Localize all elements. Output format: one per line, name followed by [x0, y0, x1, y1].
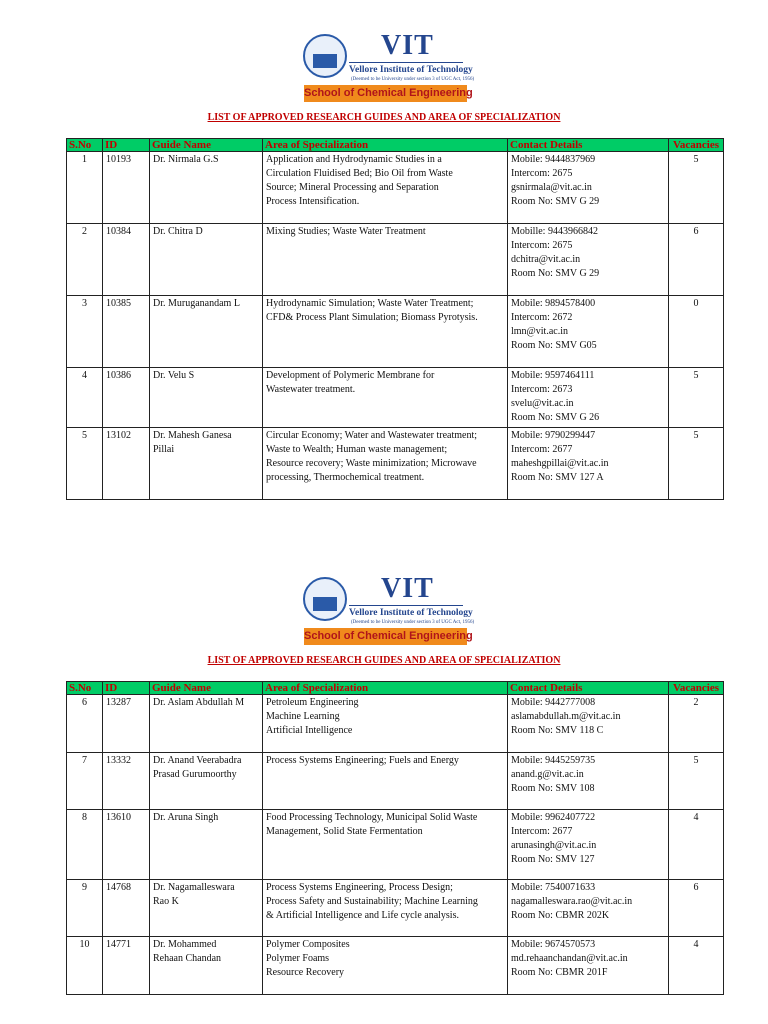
- cell-contact: Mobille: 9443966842 Intercom: 2675 dchitra@vit.ac.in Room No: SMV G 29: [508, 224, 669, 296]
- cell-sno: 6: [67, 695, 103, 753]
- guides-table: [66, 681, 724, 995]
- cell-id: 14771: [103, 937, 150, 995]
- cell-id: 10385: [103, 296, 150, 368]
- cell-contact: Mobile: 9674570573 md.rehaanchandan@vit.ac.in Room No: CBMR 201F: [508, 937, 669, 995]
- cell-vacancies: 4: [669, 810, 724, 880]
- cell-vacancies: 6: [669, 224, 724, 296]
- header-area: Area of Specialization: [263, 139, 508, 152]
- table-row: [67, 753, 724, 810]
- logo-deemed-text: (Deemed to be University under section 3 of UGC Act, 1956): [351, 77, 475, 82]
- cell-id: 13610: [103, 810, 150, 880]
- cell-guide-name: Dr. Nirmala G.S: [150, 152, 263, 224]
- cell-vacancies: 0: [669, 296, 724, 368]
- cell-area: Process Systems Engineering, Process Design; Process Safety and Sustainability; Machine Learning & Artificial Intelligence and Life cycle analysis.: [263, 880, 508, 937]
- cell-contact: Mobile: 9442777008 aslamabdullah.m@vit.ac.in Room No: SMV 118 C: [508, 695, 669, 753]
- cell-contact: Mobile: 9790299447 Intercom: 2677 maheshgpillai@vit.ac.in Room No: SMV 127 A: [508, 428, 669, 500]
- cell-id: 10193: [103, 152, 150, 224]
- header-id: ID: [103, 682, 150, 695]
- cell-guide-name: Dr. Anand Veerabadra Prasad Gurumoorthy: [150, 753, 263, 810]
- vit-logo: [303, 30, 475, 104]
- logo-institute-name: Vellore Institute of Technology: [349, 65, 473, 75]
- table-row: [67, 368, 724, 428]
- cell-area: Mixing Studies; Waste Water Treatment: [263, 224, 508, 296]
- cell-vacancies: 5: [669, 753, 724, 810]
- header-vacancies: Vacancies: [669, 682, 724, 695]
- cell-vacancies: 5: [669, 368, 724, 428]
- logo-institute-name: Vellore Institute of Technology: [349, 608, 473, 618]
- cell-area: Process Systems Engineering; Fuels and Energy: [263, 753, 508, 810]
- cell-area: Polymer Composites Polymer Foams Resource Recovery: [263, 937, 508, 995]
- table-header-row: [67, 682, 724, 695]
- cell-sno: 10: [67, 937, 103, 995]
- cell-vacancies: 6: [669, 880, 724, 937]
- cell-area: Circular Economy; Water and Wastewater treatment; Waste to Wealth; Human waste management; Resource recovery; Waste minimization; Microwave processing, Thermochemical treatment.: [263, 428, 508, 500]
- header-contact: Contact Details: [508, 139, 669, 152]
- cell-guide-name: Dr. Mahesh Ganesa Pillai: [150, 428, 263, 500]
- cell-contact: Mobile: 9894578400 Intercom: 2672 lmn@vit.ac.in Room No: SMV G05: [508, 296, 669, 368]
- guides-table: [66, 138, 724, 500]
- cell-guide-name: Dr. Aruna Singh: [150, 810, 263, 880]
- cell-guide-name: Dr. Aslam Abdullah M: [150, 695, 263, 753]
- table-row: [67, 152, 724, 224]
- cell-id: 14768: [103, 880, 150, 937]
- header-id: ID: [103, 139, 150, 152]
- cell-sno: 5: [67, 428, 103, 500]
- page-title: LIST OF APPROVED RESEARCH GUIDES AND AREA OF SPECIALIZATION: [207, 112, 561, 123]
- table-row: [67, 695, 724, 753]
- logo-school-name: School of Chemical Engineering: [304, 628, 467, 645]
- table-row: [67, 224, 724, 296]
- header-area: Area of Specialization: [263, 682, 508, 695]
- cell-area: Application and Hydrodynamic Studies in a Circulation Fluidised Bed; Bio Oil from Waste Source; Mineral Processing and Separation Process Intensification.: [263, 152, 508, 224]
- header-vacancies: Vacancies: [669, 139, 724, 152]
- header-guide-name: Guide Name: [150, 682, 263, 695]
- cell-vacancies: 2: [669, 695, 724, 753]
- cell-sno: 8: [67, 810, 103, 880]
- table-row: [67, 937, 724, 995]
- logo-rule: [349, 605, 463, 606]
- cell-area: Hydrodynamic Simulation; Waste Water Treatment; CFD& Process Plant Simulation; Biomass Pyrotysis.: [263, 296, 508, 368]
- logo-school-name: School of Chemical Engineering: [304, 85, 467, 102]
- cell-vacancies: 5: [669, 152, 724, 224]
- cell-id: 13102: [103, 428, 150, 500]
- table-row: [67, 880, 724, 937]
- cell-guide-name: Dr. Chitra D: [150, 224, 263, 296]
- cell-guide-name: Dr. Nagamalleswara Rao K: [150, 880, 263, 937]
- logo-vit-text: VIT: [381, 573, 434, 604]
- vit-seal-icon: [303, 34, 347, 78]
- header-contact: Contact Details: [508, 682, 669, 695]
- cell-contact: Mobile: 9444837969 Intercom: 2675 gsnirmala@vit.ac.in Room No: SMV G 29: [508, 152, 669, 224]
- cell-sno: 3: [67, 296, 103, 368]
- cell-guide-name: Dr. Mohammed Rehaan Chandan: [150, 937, 263, 995]
- cell-guide-name: Dr. Muruganandam L: [150, 296, 263, 368]
- header-guide-name: Guide Name: [150, 139, 263, 152]
- cell-sno: 9: [67, 880, 103, 937]
- cell-area: Development of Polymeric Membrane for Wastewater treatment.: [263, 368, 508, 428]
- vit-seal-icon: [303, 577, 347, 621]
- cell-vacancies: 4: [669, 937, 724, 995]
- table-row: [67, 296, 724, 368]
- page-title: LIST OF APPROVED RESEARCH GUIDES AND AREA OF SPECIALIZATION: [207, 655, 561, 666]
- cell-contact: Mobile: 9445259735 anand.g@vit.ac.in Room No: SMV 108: [508, 753, 669, 810]
- logo-rule: [349, 62, 463, 63]
- logo-vit-text: VIT: [381, 30, 434, 61]
- cell-sno: 7: [67, 753, 103, 810]
- table-row: [67, 810, 724, 880]
- cell-area: Petroleum Engineering Machine Learning Artificial Intelligence: [263, 695, 508, 753]
- cell-id: 13332: [103, 753, 150, 810]
- cell-contact: Mobile: 9962407722 Intercom: 2677 arunasingh@vit.ac.in Room No: SMV 127: [508, 810, 669, 880]
- cell-guide-name: Dr. Velu S: [150, 368, 263, 428]
- logo-deemed-text: (Deemed to be University under section 3 of UGC Act, 1956): [351, 620, 475, 625]
- cell-id: 10384: [103, 224, 150, 296]
- header-sno: S.No: [67, 139, 103, 152]
- cell-sno: 2: [67, 224, 103, 296]
- cell-contact: Mobile: 7540071633 nagamalleswara.rao@vit.ac.in Room No: CBMR 202K: [508, 880, 669, 937]
- cell-sno: 4: [67, 368, 103, 428]
- cell-sno: 1: [67, 152, 103, 224]
- cell-vacancies: 5: [669, 428, 724, 500]
- cell-id: 10386: [103, 368, 150, 428]
- cell-contact: Mobile: 9597464111 Intercom: 2673 svelu@vit.ac.in Room No: SMV G 26: [508, 368, 669, 428]
- header-sno: S.No: [67, 682, 103, 695]
- table-row: [67, 428, 724, 500]
- cell-area: Food Processing Technology, Municipal Solid Waste Management, Solid State Fermentation: [263, 810, 508, 880]
- cell-id: 13287: [103, 695, 150, 753]
- table-header-row: [67, 139, 724, 152]
- vit-logo: [303, 573, 475, 647]
